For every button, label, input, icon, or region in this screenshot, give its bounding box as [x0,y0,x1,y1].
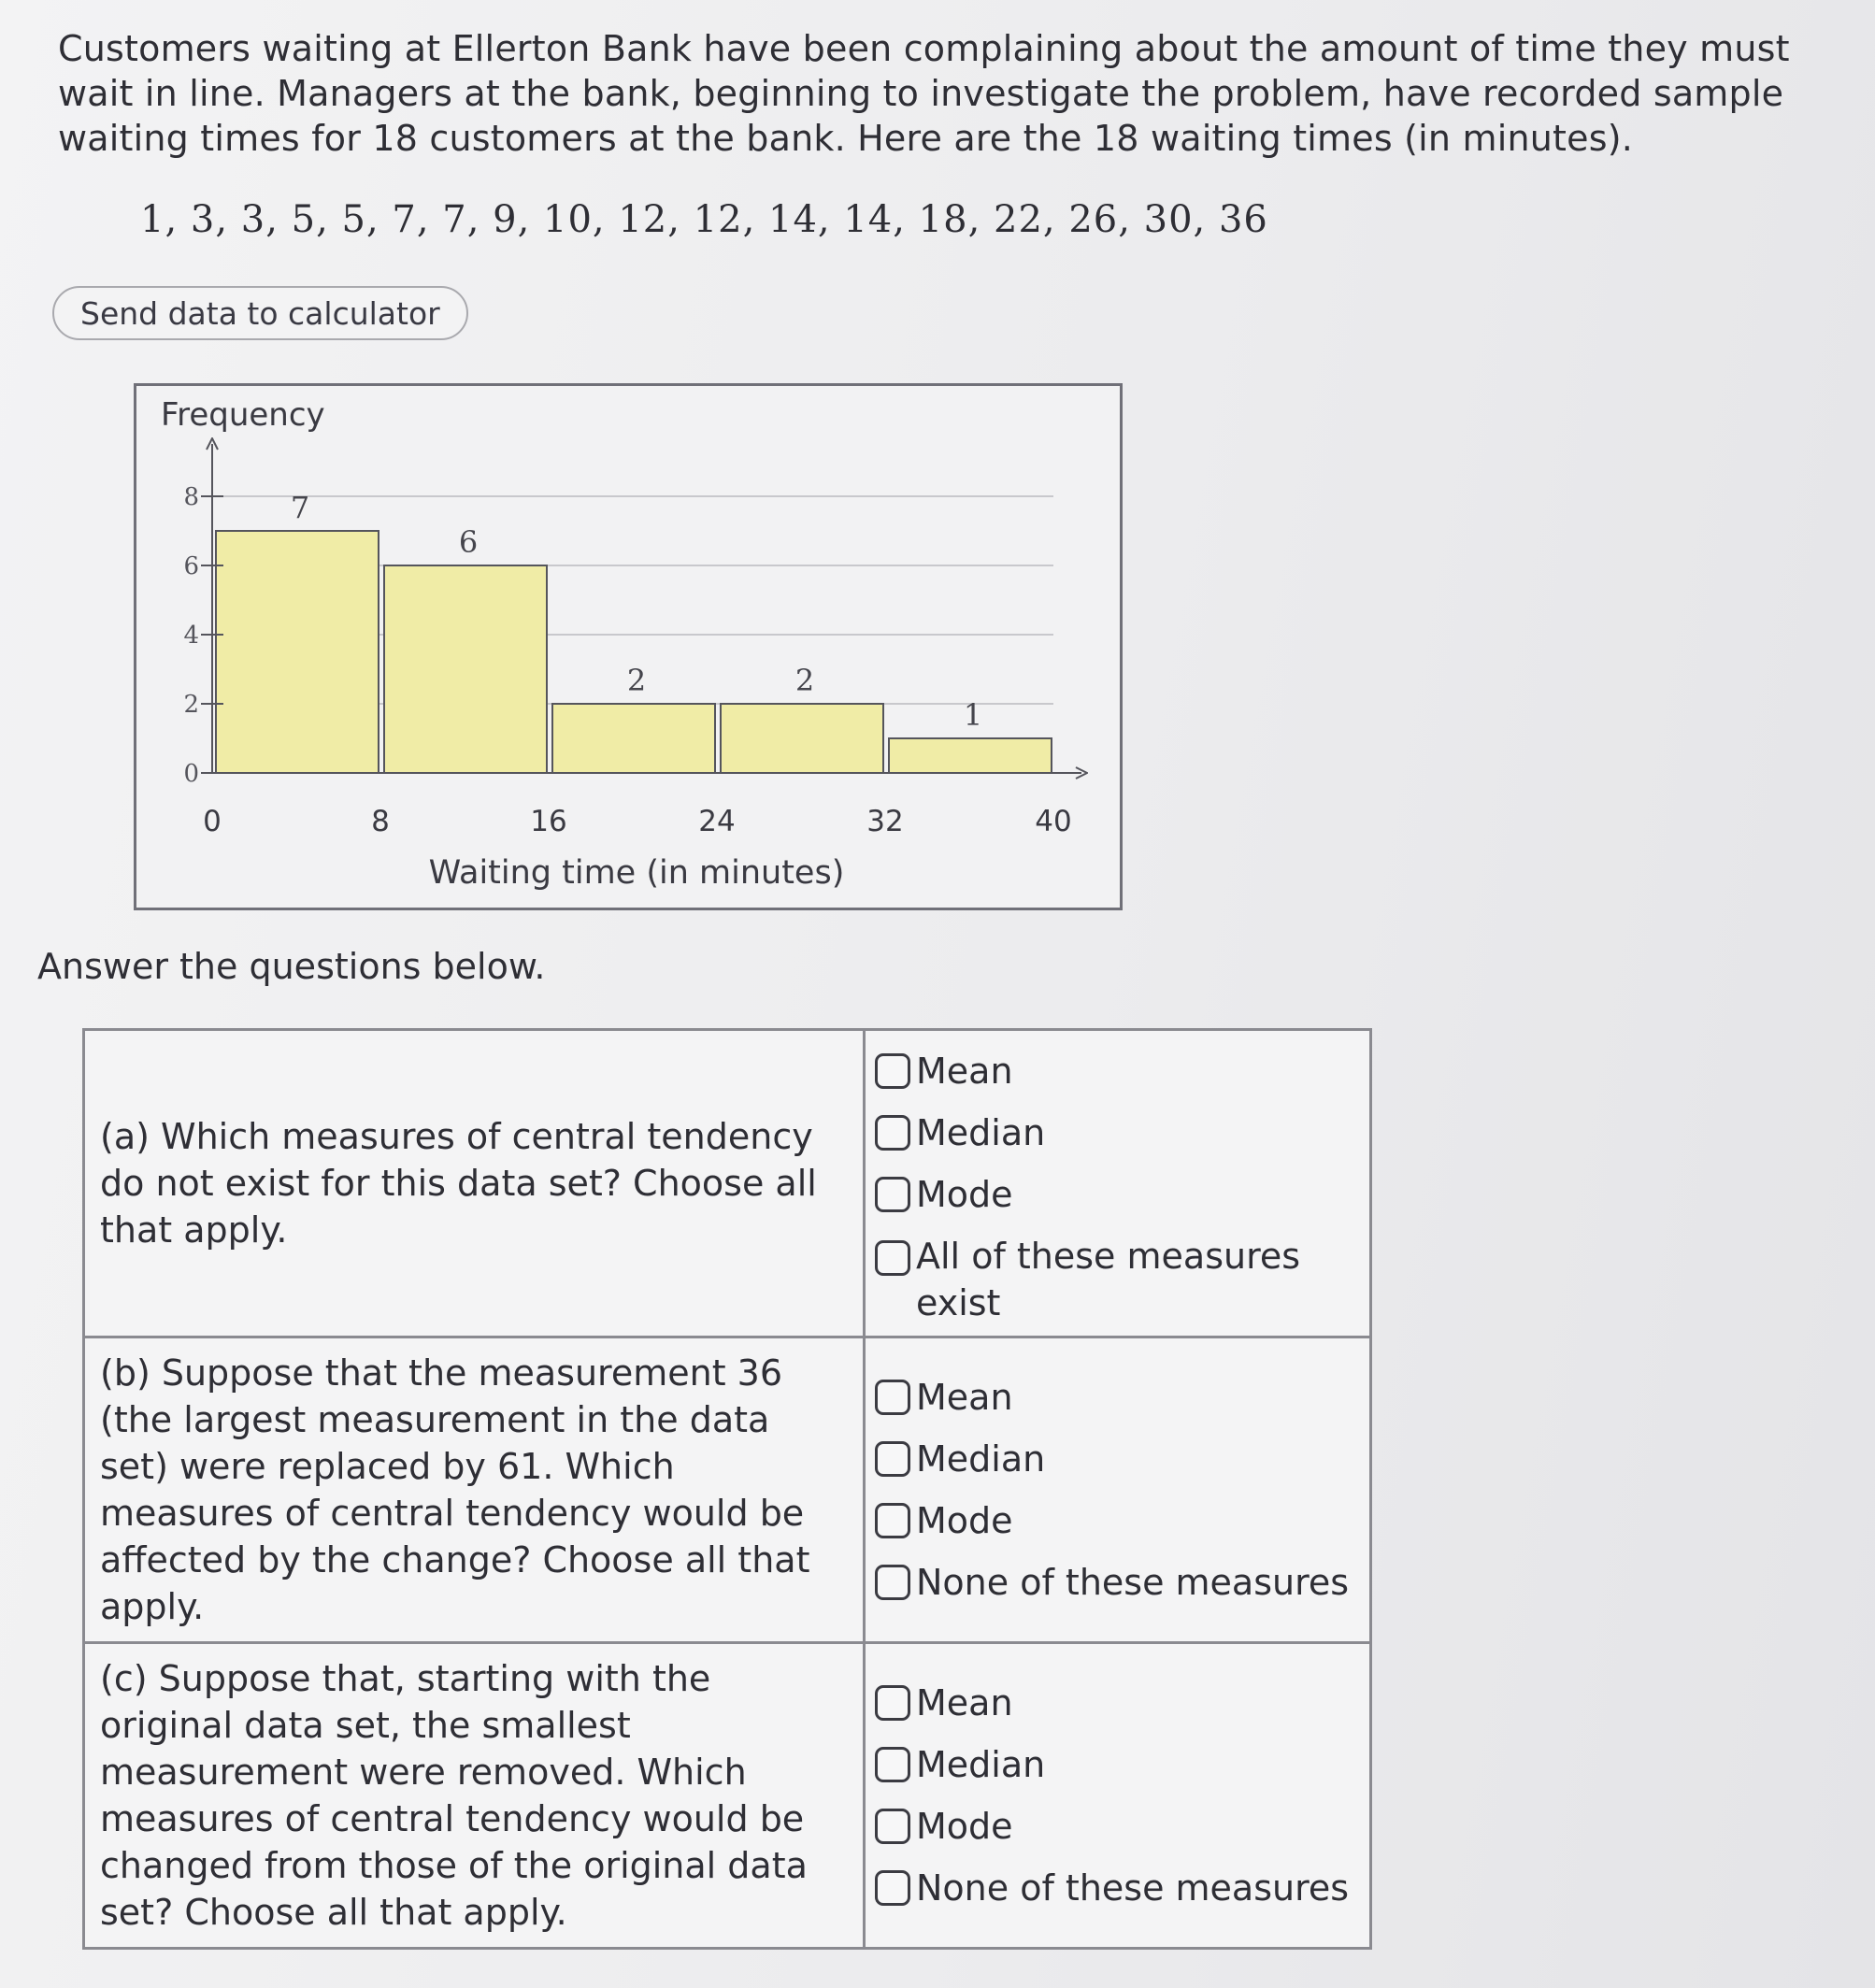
waiting-times-list: 1, 3, 3, 5, 5, 7, 7, 9, 10, 12, 12, 14, 14, 18, 22, 26, 30, 36 [140,198,1268,241]
option-label: None of these measures [916,1867,1350,1909]
checkbox-icon[interactable] [875,1053,910,1089]
checkbox-icon[interactable] [875,1441,910,1477]
bar-value-label: 6 [458,524,479,560]
histogram-bar [552,704,715,773]
problem-statement: Customers waiting at Ellerton Bank have been complaining about the amount of time they must wait in line. Managers at the bank, beginning to investigate the problem, have recorded sample waiting times for 18 customers at the bank. Here are the 18 waiting times (in minutes). [58,28,1790,159]
x-axis-title: Waiting time (in minutes) [428,854,845,892]
question-row-b [84,1337,1371,1643]
option-label: Median [916,1438,1046,1480]
question-row-c [84,1643,1371,1949]
questions-table [82,1028,1372,1950]
histogram-bar [721,704,883,773]
question-a-options [865,1030,1371,1337]
option-label: Mode [916,1500,1013,1541]
checkbox-icon[interactable] [875,1747,910,1782]
x-tick-label: 16 [530,805,567,838]
x-tick-label: 0 [203,805,222,838]
histogram-bar [216,531,379,773]
option-label: Median [916,1744,1046,1785]
option-a-mode[interactable] [875,1164,1360,1225]
option-label: Mode [916,1806,1013,1847]
histogram-svg [136,386,1120,908]
question-b-text: (b) Suppose that the measurement 36 (the largest measurement in the data set) were replaced by 61. Which measures of central tendency would be affected by the change? Choose all that apply. [84,1337,865,1643]
checkbox-icon[interactable] [875,1115,910,1151]
bar-value-label: 2 [794,663,815,698]
y-tick-label: 2 [183,691,199,719]
option-label: Mean [916,1682,1013,1723]
question-row-a [84,1030,1371,1337]
bar-value-label: 1 [963,697,983,733]
checkbox-icon[interactable] [875,1240,910,1276]
y-tick-label: 4 [183,622,199,650]
option-label: Median [916,1112,1046,1153]
checkbox-icon[interactable] [875,1380,910,1415]
checkbox-icon[interactable] [875,1565,910,1600]
question-b-options [865,1337,1371,1643]
answer-prompt: Answer the questions below. [37,946,546,987]
x-tick-label: 32 [866,805,904,838]
y-axis-title: Frequency [161,396,325,434]
send-data-to-calculator-button[interactable]: Send data to calculator [52,286,468,340]
histogram-chart [134,383,1123,910]
y-tick-label: 8 [183,483,199,511]
option-label: Mean [916,1377,1013,1418]
y-tick-label: 0 [183,760,199,788]
option-c-mean[interactable] [875,1672,1360,1734]
question-c-options [865,1643,1371,1949]
x-tick-label: 8 [371,805,390,838]
checkbox-icon[interactable] [875,1870,910,1906]
bar-value-label: 7 [290,490,310,525]
x-tick-label: 40 [1035,805,1072,838]
option-c-mode[interactable] [875,1795,1360,1857]
option-c-median[interactable] [875,1734,1360,1795]
checkbox-icon[interactable] [875,1809,910,1844]
option-label: Mode [916,1174,1013,1215]
checkbox-icon[interactable] [875,1503,910,1538]
option-label: All of these measures exist [916,1236,1301,1323]
histogram-bar [889,738,1052,773]
question-c-text: (c) Suppose that, starting with the original data set, the smallest measurement were removed. Which measures of central tendency would be changed from those of the original data set? Choose all that apply. [84,1643,865,1949]
option-label: None of these measures [916,1562,1350,1603]
bar-value-label: 2 [626,663,647,698]
option-b-median[interactable] [875,1428,1360,1490]
x-tick-label: 24 [698,805,736,838]
option-label: Mean [916,1051,1013,1092]
y-tick-label: 6 [183,552,199,580]
option-a-mean[interactable] [875,1040,1360,1102]
histogram-bar [384,565,547,773]
option-b-none[interactable] [875,1552,1360,1613]
checkbox-icon[interactable] [875,1177,910,1212]
option-a-median[interactable] [875,1102,1360,1164]
option-b-mean[interactable] [875,1366,1360,1428]
option-c-none[interactable] [875,1857,1360,1919]
option-b-mode[interactable] [875,1490,1360,1552]
option-a-all-exist[interactable] [875,1225,1360,1326]
checkbox-icon[interactable] [875,1685,910,1721]
question-a-text: (a) Which measures of central tendency do not exist for this data set? Choose all that apply. [84,1030,865,1337]
